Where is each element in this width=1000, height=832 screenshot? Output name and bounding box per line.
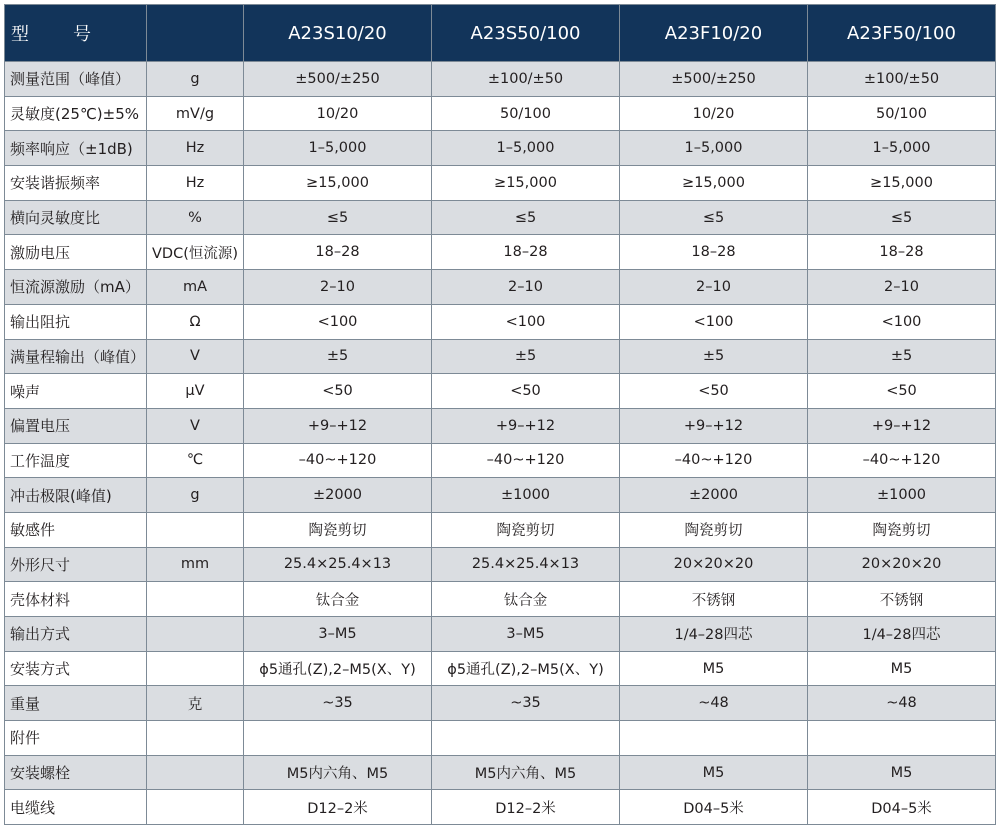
value-cell-model-2: ≥15,000 bbox=[432, 166, 620, 201]
value-cell-model-3: 18–28 bbox=[620, 235, 808, 270]
param-cell: 频率响应（±1dB) bbox=[5, 131, 147, 166]
value-cell-model-4: 2–10 bbox=[808, 270, 996, 305]
param-cell: 重量 bbox=[5, 686, 147, 721]
param-cell: 壳体材料 bbox=[5, 582, 147, 617]
value-cell-model-4 bbox=[808, 721, 996, 756]
value-cell-model-3: –40~+120 bbox=[620, 443, 808, 478]
table-header bbox=[5, 5, 996, 62]
value-cell-model-2: +9–+12 bbox=[432, 408, 620, 443]
value-cell-model-2: ±5 bbox=[432, 339, 620, 374]
param-cell: 敏感件 bbox=[5, 512, 147, 547]
param-cell: 横向灵敏度比 bbox=[5, 200, 147, 235]
value-cell-model-4: 1–5,000 bbox=[808, 131, 996, 166]
value-cell-model-2: ≤5 bbox=[432, 200, 620, 235]
value-cell-model-3: 1/4–28四芯 bbox=[620, 617, 808, 652]
table-row bbox=[5, 721, 996, 756]
param-cell: 输出方式 bbox=[5, 617, 147, 652]
value-cell-model-4: –40~+120 bbox=[808, 443, 996, 478]
param-cell: 恒流源激励（mA） bbox=[5, 270, 147, 305]
value-cell-model-2: ±100/±50 bbox=[432, 62, 620, 97]
table-row bbox=[5, 270, 996, 305]
value-cell-model-4: 50/100 bbox=[808, 96, 996, 131]
unit-cell bbox=[147, 790, 244, 825]
value-cell-model-4: M5 bbox=[808, 651, 996, 686]
unit-cell: mm bbox=[147, 547, 244, 582]
value-cell-model-1: ≤5 bbox=[244, 200, 432, 235]
value-cell-model-4: ≥15,000 bbox=[808, 166, 996, 201]
unit-cell: Ω bbox=[147, 304, 244, 339]
value-cell-model-3: +9–+12 bbox=[620, 408, 808, 443]
value-cell-model-3: 不锈钢 bbox=[620, 582, 808, 617]
param-cell: 附件 bbox=[5, 721, 147, 756]
table-row bbox=[5, 339, 996, 374]
table-row bbox=[5, 478, 996, 513]
value-cell-model-3: ≥15,000 bbox=[620, 166, 808, 201]
table-row bbox=[5, 547, 996, 582]
unit-cell bbox=[147, 651, 244, 686]
value-cell-model-2: 陶瓷剪切 bbox=[432, 512, 620, 547]
table-row bbox=[5, 582, 996, 617]
param-cell: 安装方式 bbox=[5, 651, 147, 686]
table-row bbox=[5, 96, 996, 131]
table-row bbox=[5, 443, 996, 478]
value-cell-model-1: ~35 bbox=[244, 686, 432, 721]
header-model-2: A23S50/100 bbox=[432, 5, 620, 62]
value-cell-model-2: 25.4×25.4×13 bbox=[432, 547, 620, 582]
value-cell-model-1: –40~+120 bbox=[244, 443, 432, 478]
header-model-3: A23F10/20 bbox=[620, 5, 808, 62]
value-cell-model-1: M5内六角、M5 bbox=[244, 755, 432, 790]
value-cell-model-1 bbox=[244, 721, 432, 756]
value-cell-model-2: –40~+120 bbox=[432, 443, 620, 478]
unit-cell: Hz bbox=[147, 166, 244, 201]
value-cell-model-1: 10/20 bbox=[244, 96, 432, 131]
header-row bbox=[5, 5, 996, 62]
param-cell: 噪声 bbox=[5, 374, 147, 409]
value-cell-model-1: ≥15,000 bbox=[244, 166, 432, 201]
header-model-4: A23F50/100 bbox=[808, 5, 996, 62]
table-row bbox=[5, 374, 996, 409]
value-cell-model-2: 3–M5 bbox=[432, 617, 620, 652]
value-cell-model-4: <100 bbox=[808, 304, 996, 339]
value-cell-model-2: 2–10 bbox=[432, 270, 620, 305]
value-cell-model-1: D12–2米 bbox=[244, 790, 432, 825]
table-row bbox=[5, 131, 996, 166]
value-cell-model-3: ±500/±250 bbox=[620, 62, 808, 97]
value-cell-model-3: M5 bbox=[620, 755, 808, 790]
value-cell-model-1: ±2000 bbox=[244, 478, 432, 513]
unit-cell: Hz bbox=[147, 131, 244, 166]
unit-cell: V bbox=[147, 408, 244, 443]
value-cell-model-3: <50 bbox=[620, 374, 808, 409]
value-cell-model-3: ≤5 bbox=[620, 200, 808, 235]
value-cell-model-4: <50 bbox=[808, 374, 996, 409]
unit-cell bbox=[147, 721, 244, 756]
table-row bbox=[5, 304, 996, 339]
param-cell: 安装谐振频率 bbox=[5, 166, 147, 201]
value-cell-model-3: <100 bbox=[620, 304, 808, 339]
value-cell-model-3: 10/20 bbox=[620, 96, 808, 131]
value-cell-model-1: <50 bbox=[244, 374, 432, 409]
value-cell-model-4: +9–+12 bbox=[808, 408, 996, 443]
unit-cell: VDC(恒流源) bbox=[147, 235, 244, 270]
table-row bbox=[5, 235, 996, 270]
param-cell: 灵敏度(25℃)±5% bbox=[5, 96, 147, 131]
table-row bbox=[5, 200, 996, 235]
param-cell: 激励电压 bbox=[5, 235, 147, 270]
value-cell-model-4: ≤5 bbox=[808, 200, 996, 235]
header-param-label-1: 型 bbox=[11, 24, 29, 45]
unit-cell: g bbox=[147, 62, 244, 97]
header-model-1: A23S10/20 bbox=[244, 5, 432, 62]
table-body bbox=[5, 62, 996, 825]
value-cell-model-1: 2–10 bbox=[244, 270, 432, 305]
value-cell-model-3: M5 bbox=[620, 651, 808, 686]
unit-cell bbox=[147, 755, 244, 790]
value-cell-model-1: 陶瓷剪切 bbox=[244, 512, 432, 547]
value-cell-model-4: 陶瓷剪切 bbox=[808, 512, 996, 547]
value-cell-model-1: 1–5,000 bbox=[244, 131, 432, 166]
param-cell: 电缆线 bbox=[5, 790, 147, 825]
table-row bbox=[5, 790, 996, 825]
unit-cell: 克 bbox=[147, 686, 244, 721]
value-cell-model-3: ~48 bbox=[620, 686, 808, 721]
value-cell-model-2: 18–28 bbox=[432, 235, 620, 270]
value-cell-model-3: 陶瓷剪切 bbox=[620, 512, 808, 547]
value-cell-model-1: 25.4×25.4×13 bbox=[244, 547, 432, 582]
value-cell-model-1: <100 bbox=[244, 304, 432, 339]
value-cell-model-4: 18–28 bbox=[808, 235, 996, 270]
spec-table bbox=[4, 4, 996, 825]
value-cell-model-2: <50 bbox=[432, 374, 620, 409]
unit-cell bbox=[147, 512, 244, 547]
param-cell: 测量范围（峰值） bbox=[5, 62, 147, 97]
header-param-cell bbox=[5, 5, 147, 62]
value-cell-model-4: ±1000 bbox=[808, 478, 996, 513]
table-row bbox=[5, 686, 996, 721]
unit-cell: μV bbox=[147, 374, 244, 409]
value-cell-model-2: 50/100 bbox=[432, 96, 620, 131]
unit-cell bbox=[147, 617, 244, 652]
value-cell-model-3: D04–5米 bbox=[620, 790, 808, 825]
unit-cell bbox=[147, 582, 244, 617]
table-row bbox=[5, 512, 996, 547]
table-row bbox=[5, 617, 996, 652]
value-cell-model-4: 20×20×20 bbox=[808, 547, 996, 582]
value-cell-model-1: ɸ5通孔(Z),2–M5(X、Y) bbox=[244, 651, 432, 686]
value-cell-model-1: 钛合金 bbox=[244, 582, 432, 617]
value-cell-model-3 bbox=[620, 721, 808, 756]
header-param-label-2: 号 bbox=[73, 24, 91, 45]
table-row bbox=[5, 166, 996, 201]
value-cell-model-1: ±5 bbox=[244, 339, 432, 374]
unit-cell: g bbox=[147, 478, 244, 513]
value-cell-model-2: M5内六角、M5 bbox=[432, 755, 620, 790]
value-cell-model-2: ±1000 bbox=[432, 478, 620, 513]
unit-cell: ℃ bbox=[147, 443, 244, 478]
value-cell-model-2: <100 bbox=[432, 304, 620, 339]
header-unit-cell bbox=[147, 5, 244, 62]
value-cell-model-3: ±5 bbox=[620, 339, 808, 374]
value-cell-model-3: 20×20×20 bbox=[620, 547, 808, 582]
value-cell-model-4: 1/4–28四芯 bbox=[808, 617, 996, 652]
unit-cell: mV/g bbox=[147, 96, 244, 131]
value-cell-model-3: 2–10 bbox=[620, 270, 808, 305]
table-row bbox=[5, 755, 996, 790]
table-row bbox=[5, 651, 996, 686]
unit-cell: V bbox=[147, 339, 244, 374]
param-cell: 外形尺寸 bbox=[5, 547, 147, 582]
value-cell-model-3: 1–5,000 bbox=[620, 131, 808, 166]
value-cell-model-1: 3–M5 bbox=[244, 617, 432, 652]
param-cell: 工作温度 bbox=[5, 443, 147, 478]
value-cell-model-2: D12–2米 bbox=[432, 790, 620, 825]
value-cell-model-2: ɸ5通孔(Z),2–M5(X、Y) bbox=[432, 651, 620, 686]
value-cell-model-2: ~35 bbox=[432, 686, 620, 721]
value-cell-model-2: 1–5,000 bbox=[432, 131, 620, 166]
value-cell-model-1: +9–+12 bbox=[244, 408, 432, 443]
param-cell: 偏置电压 bbox=[5, 408, 147, 443]
param-cell: 满量程输出（峰值） bbox=[5, 339, 147, 374]
unit-cell: mA bbox=[147, 270, 244, 305]
value-cell-model-4: 不锈钢 bbox=[808, 582, 996, 617]
value-cell-model-2 bbox=[432, 721, 620, 756]
value-cell-model-4: M5 bbox=[808, 755, 996, 790]
value-cell-model-4: D04–5米 bbox=[808, 790, 996, 825]
param-cell: 输出阻抗 bbox=[5, 304, 147, 339]
value-cell-model-2: 钛合金 bbox=[432, 582, 620, 617]
value-cell-model-4: ±100/±50 bbox=[808, 62, 996, 97]
unit-cell: % bbox=[147, 200, 244, 235]
table-row bbox=[5, 62, 996, 97]
param-cell: 安装螺栓 bbox=[5, 755, 147, 790]
param-cell: 冲击极限(峰值) bbox=[5, 478, 147, 513]
value-cell-model-4: ±5 bbox=[808, 339, 996, 374]
value-cell-model-1: 18–28 bbox=[244, 235, 432, 270]
value-cell-model-3: ±2000 bbox=[620, 478, 808, 513]
table-row bbox=[5, 408, 996, 443]
value-cell-model-4: ~48 bbox=[808, 686, 996, 721]
value-cell-model-1: ±500/±250 bbox=[244, 62, 432, 97]
